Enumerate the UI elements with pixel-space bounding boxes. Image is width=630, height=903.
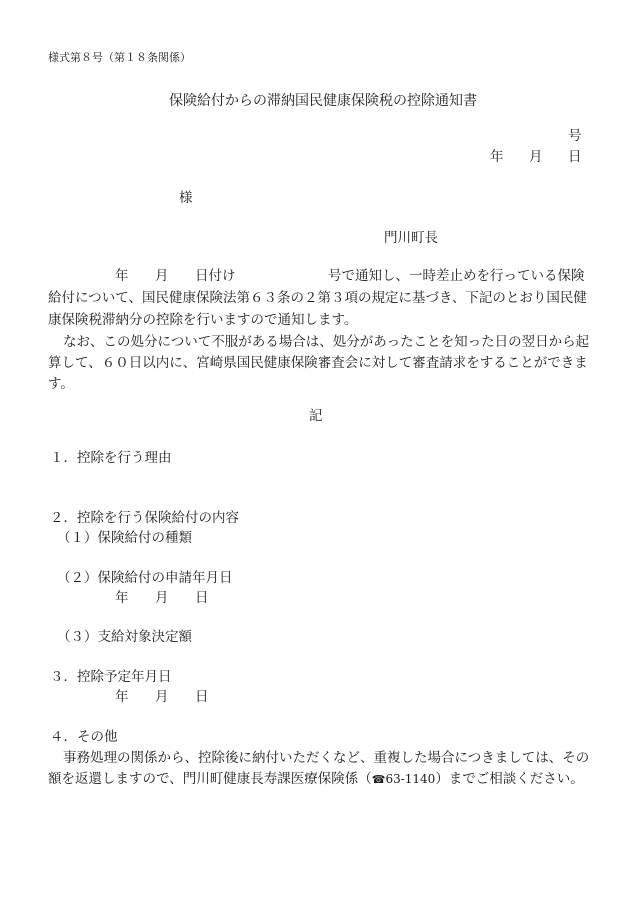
section-4-line-2a: 額を返還しますので、門川町健康長寿課医療保険係（ (48, 771, 372, 787)
body-month: 月 (155, 268, 169, 284)
document-title: 保険給付からの滞納国民健康保険税の控除通知書 (169, 93, 477, 109)
section-4-line-1: 事務処理の関係から、控除後に納付いただくなど、重複した場合につきましては、その (63, 750, 590, 766)
sender-name: 門川町長 (384, 230, 438, 246)
section-4-line-2b: ）までご相談ください。 (435, 771, 584, 787)
body-day-dated: 日付け (195, 268, 236, 284)
ki-heading: 記 (309, 408, 323, 424)
issue-date-year: 年 (490, 149, 504, 165)
form-label: 様式第８号（第１８条関係） (48, 51, 191, 64)
section-2-date-day: 日 (195, 590, 209, 606)
issue-date-day: 日 (568, 149, 582, 165)
notice-number-suffix: 号 (568, 128, 582, 144)
addressee-suffix: 様 (179, 190, 193, 206)
body-line6: す。 (48, 376, 74, 392)
body-year: 年 (115, 268, 129, 284)
section-2-date-year: 年 (115, 590, 129, 606)
section-3-date-year: 年 (115, 689, 129, 705)
section-3-date-month: 月 (155, 689, 169, 705)
section-1-heading: １．控除を行う理由 (50, 450, 172, 466)
issue-date-month: 月 (529, 149, 543, 165)
section-4-heading: ４．その他 (50, 729, 118, 745)
phone-number: 63-1140 (385, 772, 436, 786)
body-line4: なお、この処分について不服がある場合は、処分があったことを知った日の翌日から起 (63, 334, 590, 350)
section-2-heading: ２．控除を行う保険給付の内容 (50, 510, 239, 526)
body-line3: 康保険税滞納分の控除を行いますので通知します。 (48, 312, 358, 328)
section-3-date-day: 日 (195, 689, 209, 705)
body-line2: 給付について、国民健康保険法第６３条の２第３項の規定に基づき、下記のとおり国民健 (48, 290, 587, 306)
section-3-heading: ３．控除予定年月日 (50, 669, 172, 685)
section-2-item-3: （３）支給対象決定額 (57, 629, 192, 645)
phone-icon: ☎ (371, 773, 386, 786)
section-4-line-2 (48, 773, 584, 787)
body-line5: 算して、６０日以内に、宮崎県国民健康保険審査会に対して審査請求をすることができま (48, 355, 588, 371)
section-2-item-1: （１）保険給付の種類 (57, 530, 192, 546)
section-2-date-month: 月 (155, 590, 169, 606)
body-line1: 号で通知し、一時差止めを行っている保険 (328, 268, 585, 284)
section-2-item-2: （２）保険給付の申請年月日 (57, 570, 233, 586)
